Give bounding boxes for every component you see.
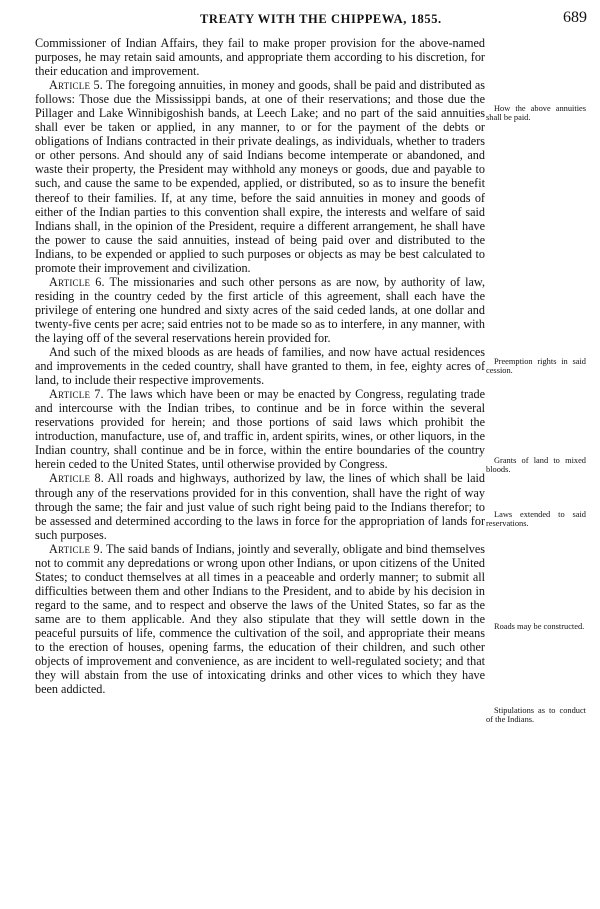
article-7-label: Article 7.	[49, 387, 104, 402]
page-number: 689	[563, 9, 587, 26]
margin-note-laws-extended: Laws extended to said reservations.	[486, 510, 586, 529]
margin-note-mixed-bloods: Grants of land to mixed bloods.	[486, 456, 586, 475]
margin-note-conduct: Stipulations as to conduct of the Indians.	[486, 706, 586, 725]
article-7-paragraph	[35, 387, 485, 471]
treaty-body	[35, 36, 485, 696]
article-9-label: Article 9.	[49, 541, 104, 556]
article-7-text: The laws which have been or may be enacted by Congress, regulating trade and intercourse with the Indian tribes, to continue and be in force within the several reservations provided for herein; and those portions of said laws which prohibit the introduction, manufacture, use of, and traffic in, ardent spirits, wines, or other liquors, in the Indian country, shall continue and be in force, within the entire boundaries of the country herein ceded to the United States, until otherwise provided by Congress.	[35, 387, 485, 472]
article-5-paragraph	[35, 78, 485, 275]
mixed-bloods-paragraph	[35, 345, 485, 387]
paragraph-text: Commissioner of Indian Affairs, they fail to make proper provision for the above-named purposes, he may retain said amounts, and appropriate them according to his discretion, for their education and improvement.	[35, 36, 485, 79]
article-8-text: All roads and highways, authorized by law, the lines of which shall be laid through any of the reservations provided for in this convention, shall have the right of way through the same; the fair and just value of such right being paid to the Indians therefor; to be assessed and determined according to the laws in force for the appropriation of lands for such purposes.	[35, 471, 485, 542]
article-6-paragraph	[35, 275, 485, 345]
margin-note-roads: Roads may be constructed.	[494, 622, 585, 631]
margin-note-preemption: Preemption rights in said cession.	[486, 357, 586, 376]
article-6-label: Article 6.	[49, 274, 105, 289]
article-9-text: The said bands of Indians, jointly and severally, obligate and bind themselves not to commit any depredations or wrong upon other Indians, or upon citizens of the United States; to conduct themselves at all times in a peaceable and orderly manner; to submit all difficulties between them and other Indians to the President, and to abide by his decision in regard to the same, and to respect and observe the laws of the United States, so far as the same are to them applicable. And they also stipulate that they will settle down in the peaceful pursuits of life, commence the cultivation of the soil, and appropriate their means to the erection of houses, opening farms, the education of their children, and such other objects of improvement and convenience, as are incident to well-regulated society; and that they will abstain from the use of intoxicating drinks and other vices to which they have been addicted.	[35, 541, 485, 697]
article-5-label: Article 5.	[49, 78, 104, 93]
paragraph-continuation	[35, 36, 485, 78]
running-title: TREATY WITH THE CHIPPEWA, 1855.	[200, 12, 442, 26]
article-6-text: The missionaries and such other persons as are now, by authority of law, residing in the country ceded by the first article of this agreement, shall each have the privilege of entering one hundred and sixty acres of the said ceded lands, at one dollar and twenty-five cents per acre; said entries not to be made so as to interfere, in any manner, with the laying off of the several reservations herein provided for.	[35, 274, 485, 345]
mixed-bloods-text: And such of the mixed bloods as are heads of families, and now have actual residences and improvements in the ceded country, shall have granted to them, in fee, eighty acres of land, to include their respective improvements.	[35, 345, 485, 388]
article-8-paragraph	[35, 471, 485, 541]
article-9-paragraph	[35, 542, 485, 697]
article-8-label: Article 8.	[49, 471, 105, 486]
article-5-text: The foregoing annuities, in money and goods, shall be paid and distributed as follows: Those due the Mississippi bands, at one of their reservations; and those due the Pillager and Lake Winnibigoshish bands, at Leech Lake; and no part of the said annuities shall ever be taken or applied, in any manner, to or for the payment of the debts or obligations of Indians contracted in their private dealings, as individuals, whether to traders or other persons. And should any of said Indians become intemperate or abandoned, and waste their property, the President may withhold any moneys or goods, due and payable to such, and cause the same to be expended, applied, or distributed, so as to insure the benefit thereof to their families. If, at any time, before the said annuities in money and goods of either of the Indian parties to this convention shall expire, the interests and welfare of said Indians shall, in the opinion of the President, require a different arrangement, he shall have the power to cause the said annuities, instead of being paid over and distributed to the Indians, to be expended or applied to such purposes or objects as may be best calculated to promote their improvement and civilization.	[35, 78, 486, 275]
margin-note-annuities: How the above annuities shall be paid.	[486, 104, 586, 123]
